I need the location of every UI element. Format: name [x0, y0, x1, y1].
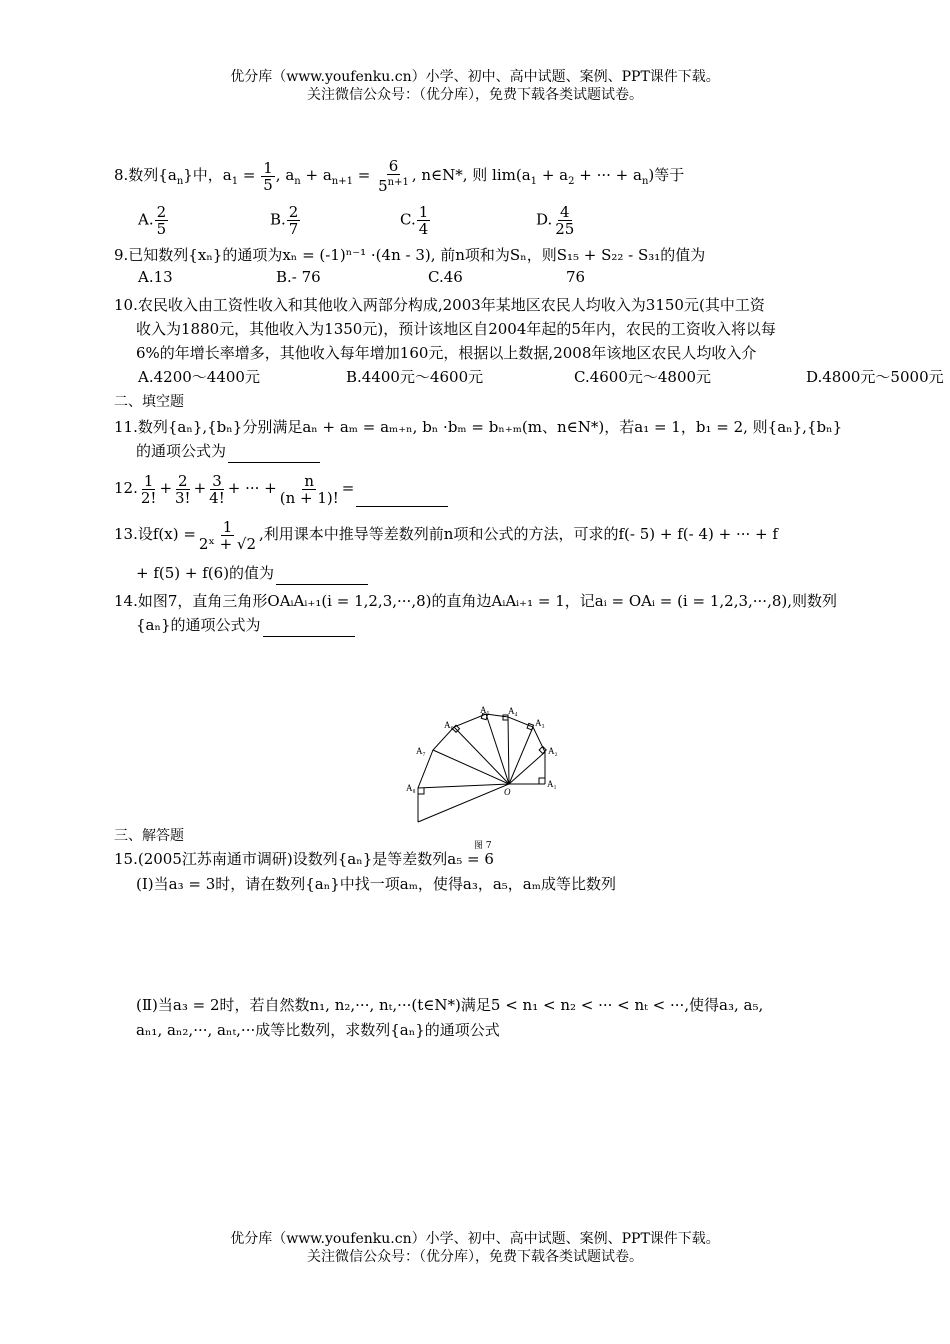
q11-answer-blank[interactable] — [228, 440, 320, 463]
question-14-line1: 14.如图7，直角三角形OAᵢAᵢ₊₁(i = 1,2,3,···,8)的直角边AᵢAᵢ₊₁ = 1，记aᵢ = OAᵢ = (i = 1,2,3,···,8),则数列 — [114, 592, 838, 610]
q8-option-c: C. $\frac{1}{4}$ — [400, 203, 429, 238]
q10-option-b: B.4400元～4600元 — [346, 368, 484, 386]
q13-answer-blank[interactable] — [276, 562, 368, 585]
q10-option-c: C.4600元～4800元 — [574, 368, 712, 386]
question-13-line2: + f(5) + f(6)的值为 — [136, 562, 368, 585]
question-10-line1: 10.农民收入由工资性收入和其他收入两部分构成,2003年某地区农民人均收入为3150元(其中工资 — [114, 296, 765, 314]
q8-text-e: + a — [300, 166, 332, 184]
q8-option-a: A. $\frac{2}{5}$ — [138, 203, 167, 238]
figure-7-lines — [418, 714, 546, 822]
question-10-line2: 收入为1880元，其他收入为1350元)，预计该地区自2004年起的5年内，农民的工资收入将以每 — [136, 320, 776, 338]
page-footer-line2: 关注微信公众号：（优分库），免费下载各类试题试卷。 — [307, 1249, 643, 1265]
q8-text-b: }中，a — [183, 166, 232, 184]
q8-option-b: B. $\frac{2}{7}$ — [270, 203, 299, 238]
question-15-part-2-line1: (Ⅱ)当a₃ = 2时，若自然数n₁, n₂,···, nₜ,···(t∈N*)满足5 < n₁ < n₂ < ··· < nₜ < ···,使得a₃, a₅, — [136, 996, 764, 1014]
q14-answer-blank[interactable] — [263, 614, 355, 637]
page-header-line1: 优分库（www.youfenku.cn）小学、初中、高中试题、案例、PPT课件下载。 — [230, 69, 720, 85]
q12-answer-blank[interactable] — [356, 470, 448, 507]
q12-term-2: $\frac{2}{3!}$ — [175, 471, 191, 507]
label-a2: A₂ — [548, 746, 558, 756]
q8-text-i: + ··· + a — [574, 166, 642, 184]
q8-text-a: 8.数列{a — [114, 166, 177, 184]
label-a3: A₃ — [535, 718, 545, 728]
q8-fraction-2: $\frac{6}{5^{n+1}}$ — [378, 157, 409, 195]
q12-term-n: $\frac{n}{(n + 1)!}$ — [279, 471, 339, 507]
q8-text-f: = — [352, 166, 376, 184]
question-11-line1: 11.数列{aₙ},{bₙ}分别满足aₙ + aₘ = aₘ₊ₙ, bₙ ·bₘ = bₙ₊ₘ(m、n∈N*)，若a₁ = 1，b₁ = 2, 则{aₙ},{bₙ} — [114, 418, 843, 436]
q9-option-a: A.13 — [138, 268, 173, 286]
label-a8: A₈ — [406, 783, 416, 793]
figure-7-caption: 图 7 — [474, 841, 492, 851]
q8-text-g: , n∈N*, 则 lim(a — [411, 166, 531, 184]
q8-text-d: , a — [275, 166, 295, 184]
label-a4: A₄ — [508, 706, 518, 716]
q9-option-d: 76 — [566, 268, 586, 286]
question-9-stem: 9.已知数列{xₙ}的通项为xₙ = (-1)ⁿ⁻¹ ·(4n - 3), 前n项和为Sₙ，则S₁₅ + S₂₂ - S₃₁的值为 — [114, 246, 706, 264]
q10-option-a: A.4200～4400元 — [138, 368, 260, 386]
question-14-line2: {aₙ}的通项公式为 — [136, 614, 355, 637]
question-15-stem: 15.(2005江苏南通市调研)设数列{aₙ}是等差数列a₅ = 6 — [114, 850, 494, 868]
label-origin: O — [504, 787, 511, 797]
question-12: 12. $\frac{1}{2!}$ + $\frac{2}{3!}$ + $\frac{3}{4!}$ + ··· + $\frac{n}{(n + 1)!}$ = — [114, 470, 448, 507]
label-a5: A₅ — [480, 705, 490, 715]
q12-term-1: $\frac{1}{2!}$ — [140, 471, 157, 507]
label-a6: A₆ — [444, 720, 454, 730]
section-3-title: 三、解答题 — [114, 828, 184, 844]
question-8-stem: 8.数列$\{a_n\}$中，$a_1$ = $\frac{1}{5}$ , $a_n + a_{n+1}$ = $\frac{6}{5^{n+1}}$ , n∈N*, 则 $\lim(a_1 + a_2$ + ··· + $a_n$)等于 — [114, 157, 685, 195]
figure-7-right-triangles — [400, 700, 570, 860]
question-15-part-1: (Ⅰ)当a₃ = 3时，请在数列{aₙ}中找一项aₘ，使得a₃，a₅，aₘ成等比数列 — [136, 875, 616, 893]
q9-option-c: C.46 — [428, 268, 463, 286]
q13-fraction: $\frac{1}{\text{2ˣ + √2}}$ — [198, 517, 257, 552]
q8-text-c: = — [238, 166, 261, 184]
question-15-part-2-line2: aₙ₁, aₙ₂,···, aₙₜ,···成等比数列，求数列{aₙ}的通项公式 — [136, 1021, 500, 1039]
question-13-line1: 13.设f(x) = $\frac{1}{\text{2ˣ + √2}}$ ,利用课本中推导等差数列前n项和公式的方法，可求的f(- 5) + f(- 4) + ··· + f — [114, 517, 778, 552]
label-a1: A₁ — [547, 779, 557, 789]
page-header-line2: 关注微信公众号：（优分库），免费下载各类试题试卷。 — [307, 87, 643, 103]
q8-fraction-1: $\frac{1}{5}$ — [263, 158, 273, 194]
q12-term-3: $\frac{3}{4!}$ — [209, 471, 225, 507]
q8-text-h: + a — [537, 166, 569, 184]
question-11-line2: 的通项公式为 — [136, 440, 320, 463]
section-2-title: 二、填空题 — [114, 394, 184, 410]
question-10-line3: 6%的年增长率增多，其他收入每年增加160元，根据以上数据,2008年该地区农民人均收入介 — [136, 344, 757, 362]
q8-option-d: D. $\frac{4}{25}$ — [536, 203, 575, 238]
label-a7: A₇ — [416, 746, 426, 756]
page-footer-line1: 优分库（www.youfenku.cn）小学、初中、高中试题、案例、PPT课件下载。 — [230, 1231, 720, 1247]
q8-text-j: )等于 — [648, 166, 685, 184]
q9-option-b: B.- 76 — [276, 268, 321, 286]
q10-option-d: D.4800元～5000元 — [806, 368, 944, 386]
